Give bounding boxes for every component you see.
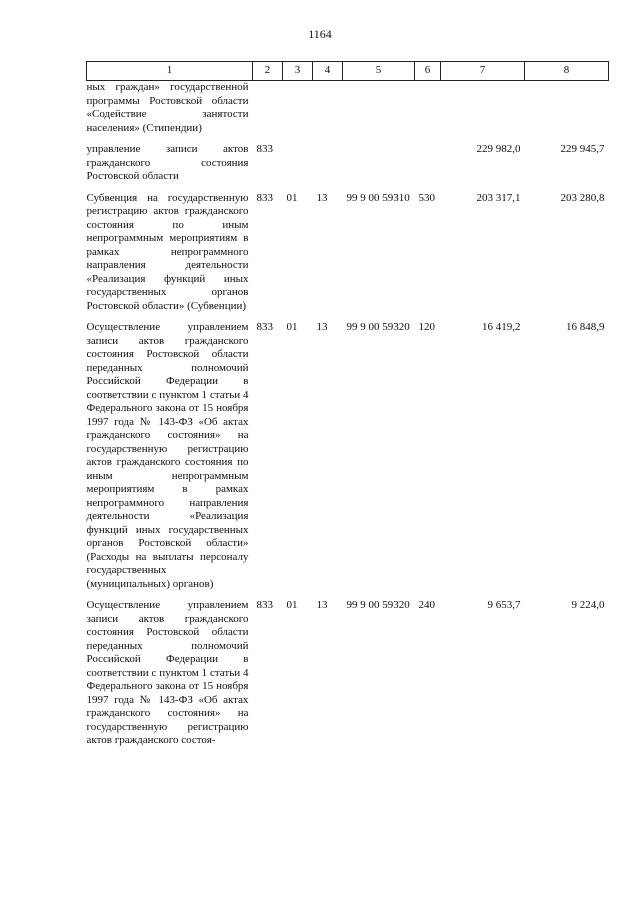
row-subsection: 13	[316, 191, 328, 204]
row-amount-year1: 9 653,7	[487, 599, 521, 611]
header-col-4: 4	[313, 62, 343, 81]
row-subsection: 13	[316, 321, 328, 333]
row-description: Субвенция на государственную регистрацию актов гражданского состояния по иным непрограммным мероприятиям в рамках непрограммного направления деятельности «Реализация функций иных государственных органов Ростовской области» (Субвенции)	[86, 191, 249, 312]
row-target-article: 99 9 00 59320	[346, 599, 410, 611]
row-admin-code: 833	[256, 143, 273, 155]
row-admin-code: 833	[256, 191, 273, 204]
row-amount-year2: 203 280,8	[560, 191, 605, 204]
row-section: 01	[286, 191, 298, 204]
row-target-article	[343, 81, 415, 144]
row-section: 01	[286, 599, 298, 611]
row-expense-kind	[415, 81, 441, 144]
row-description: ных граждан» государственной программы Ростовской области «Содействие занятости населения» (Стипендии)	[86, 81, 249, 134]
row-subsection	[313, 81, 343, 144]
row-subsection	[313, 143, 343, 192]
row-expense-kind: 120	[418, 321, 435, 333]
row-description: Осуществление управлением записи актов гражданского состояния Ростовской области переданных полномочий Российской Федерации в соответствии с пунктом 1 статьи 4 Федерального закона от 15 ноября 1997 года № 143-ФЗ «Об актах гражданского состояния» на государственную регистрацию актов гражданского состоя-	[86, 599, 249, 746]
row-admin-code: 833	[256, 599, 273, 611]
budget-table	[86, 61, 609, 756]
row-target-article	[343, 143, 415, 192]
row-amount-year1: 16 419,2	[482, 321, 521, 333]
row-section	[283, 81, 313, 144]
table-row	[87, 143, 609, 192]
row-amount-year2: 16 848,9	[566, 321, 605, 333]
header-col-6: 6	[415, 62, 441, 81]
row-amount-year2	[525, 81, 609, 144]
page-number: 1164	[308, 27, 332, 41]
header-col-5: 5	[343, 62, 415, 81]
row-target-article: 99 9 00 59310	[346, 191, 410, 204]
row-amount-year2: 229 945,7	[560, 143, 605, 155]
row-expense-kind: 240	[418, 599, 435, 611]
row-expense-kind	[415, 143, 441, 192]
row-description: Осуществление управлением записи актов гражданского состояния Ростовской области переданных полномочий Российской Федерации в соответствии с пунктом 1 статьи 4 Федерального закона от 15 ноября 1997 года № 143-ФЗ «Об актах гражданского состояния» на государственную регистрацию актов гражданского состояния по иным непрограммным мероприятиям в рамках непрограммного направления деятельности «Реализация функций иных государственных органов Ростовской области» (Расходы на выплаты персоналу государственных (муниципальных) органов)	[86, 321, 249, 590]
row-amount-year1: 229 982,0	[476, 143, 521, 155]
row-expense-kind: 530	[418, 191, 435, 204]
header-col-3: 3	[283, 62, 313, 81]
row-section: 01	[286, 321, 298, 333]
table-row	[87, 81, 609, 144]
row-subsection: 13	[316, 599, 328, 611]
table-row	[87, 599, 609, 756]
row-admin-code	[253, 81, 283, 144]
header-col-1: 1	[87, 62, 253, 81]
header-col-8: 8	[525, 62, 609, 81]
row-section	[283, 143, 313, 192]
row-target-article: 99 9 00 59320	[346, 321, 410, 333]
table-header-row	[87, 62, 609, 81]
row-description: управление записи актов гражданского состояния Ростовской области	[86, 143, 249, 182]
header-col-2: 2	[253, 62, 283, 81]
header-col-7: 7	[441, 62, 525, 81]
row-amount-year1	[441, 81, 525, 144]
row-admin-code: 833	[256, 321, 273, 333]
row-amount-year2: 9 224,0	[571, 599, 605, 611]
table-row	[87, 192, 609, 322]
table-row	[87, 321, 609, 599]
row-amount-year1: 203 317,1	[476, 191, 521, 204]
